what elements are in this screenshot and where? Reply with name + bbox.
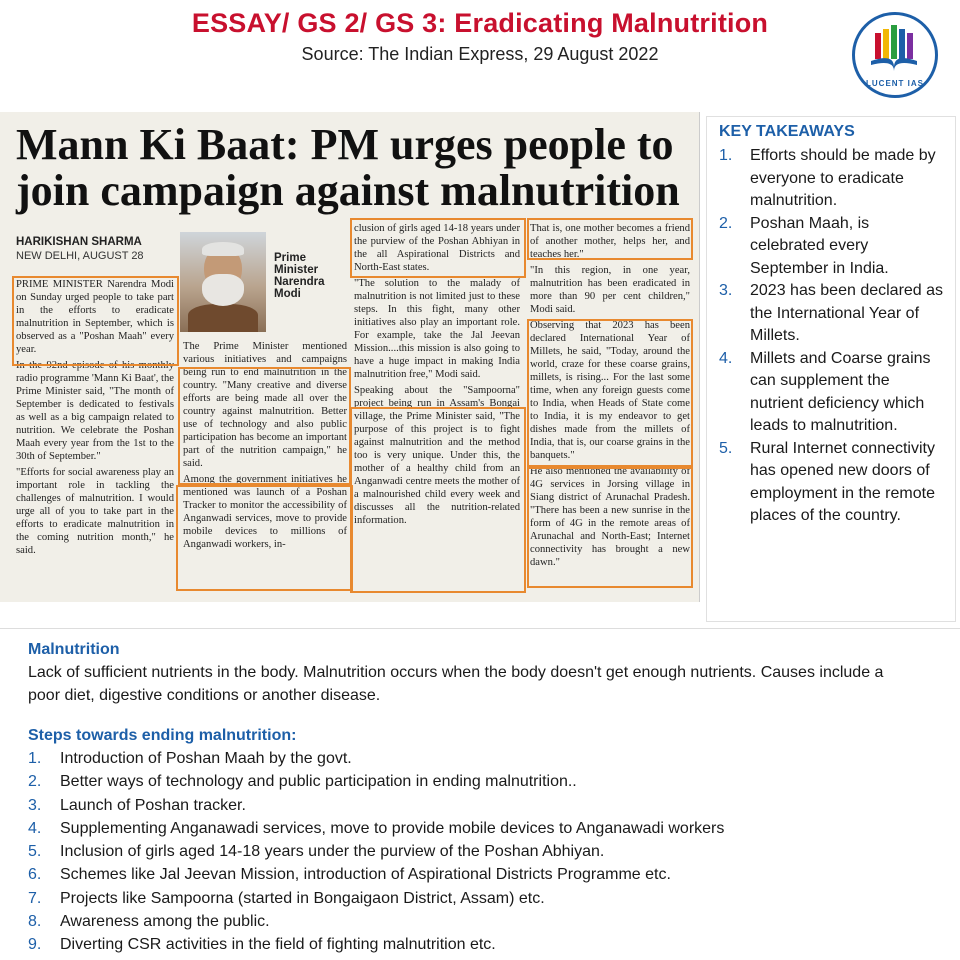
article-paragraph: Speaking about the "Sampoorna" project being run in Assam's Bongai village, the Prime Minister said, "The purpose of this project is to fight against malnutrition and the method too is very unique. Under this, the mother of a healthy child from an Anganwadi centre meets the mother of a malnourished child every week and discusses all the nutrition-related information. <box>354 385 520 526</box>
article-paragraph: The Prime Minister mentioned various initiatives and campaigns being run to end malnutrition in the country. "Many creative and diverse efforts are being made all over the country against malnutrition. Better use of technology and also public participation has become an important part of the nutrition campaign," he said. <box>183 341 347 469</box>
notes-section <box>0 628 960 960</box>
article-paragraph: "The solution to the malady of malnutrition is not limited just to these steps. In this fight, many other initiatives also play an important role. For example, take the Jal Jeevan Mission....this mission is also going to have a huge impact in making India malnutrition free," Modi said. <box>354 278 520 380</box>
list-item: 1. Efforts should be made by everyone to eradicate malnutrition. <box>719 147 936 209</box>
list-item: 1. Introduction of Poshan Maah by the govt. <box>28 750 352 767</box>
list-item: 5. Rural Internet connectivity has opened new doors of employment in the remote places of the country. <box>719 439 935 524</box>
article-paragraph: clusion of girls aged 14-18 years under the purview of the Poshan Abhiyan in the all Aspirational Districts and North-East states. <box>354 223 520 273</box>
list-item: 3. Launch of Poshan tracker. <box>28 796 246 814</box>
malnutrition-heading: Malnutrition <box>28 641 120 658</box>
logo-text: LUCENT IAS <box>866 79 924 88</box>
list-item: 2. Poshan Maah, is celebrated every September in India. <box>719 214 889 277</box>
author-name: HARIKISHAN SHARMA <box>16 236 142 248</box>
byline <box>16 236 181 262</box>
steps-list <box>28 747 932 957</box>
key-takeaways-panel <box>706 116 956 622</box>
list-item: 8. Awareness among the public. <box>28 913 270 931</box>
article-column-4 <box>530 222 690 572</box>
article-paragraph: PRIME MINISTER Narendra Modi on Sunday urged people to take part in the efforts to eradicate malnutrition in September, which is observed as a "Poshan Maah" every year. <box>16 279 174 355</box>
article-headline <box>16 122 696 214</box>
article-paragraph: "Efforts for social awareness play an important role in tackling the challenges of malnutrition. I would urge all of you to take part in the efforts to eradicate malnutrition in the coming nutrition month," he said. <box>16 467 174 556</box>
key-takeaways-heading: KEY TAKEAWAYS <box>719 123 855 140</box>
headline-line-1: Mann Ki Baat: PM urges people to <box>16 120 674 169</box>
photo-caption: Prime Minister Narendra Modi <box>274 252 325 300</box>
list-item: 5. Inclusion of girls aged 14-18 years under the purview of the Poshan Abhiyan. <box>28 843 605 861</box>
list-item: 7. Projects like Sampoorna (started in Bongaigaon District, Assam) etc. <box>28 889 545 907</box>
steps-heading: Steps towards ending malnutrition: <box>28 727 297 744</box>
key-takeaways-list <box>719 145 945 528</box>
headline-line-2: join campaign against malnutrition <box>16 166 680 215</box>
malnutrition-definition: Lack of sufficient nutrients in the body. Malnutrition occurs when the body doesn't get enough nutrients. Causes include a poor diet, digestive conditions or another disease. <box>28 664 884 704</box>
page-header <box>0 0 960 110</box>
lucent-ias-logo <box>852 12 938 98</box>
article-paragraph: In the 92nd episode of his monthly radio programme 'Mann Ki Baat', the Prime Minister said, "The month of September is dedicated to festivals as well as a big campaign related to nutrition. We celebrate the Poshan Maah every year from the 1st to the 30th of September." <box>16 360 174 462</box>
page-title: ESSAY/ GS 2/ GS 3: Eradicating Malnutrition <box>191 8 769 38</box>
article-paragraph: Among the government initiatives he mentioned was launch of a Poshan Tracker to monitor the accessibility of Anganwadi services, move to provide mobile devices to millions of Anganwadi workers, in- <box>183 474 347 550</box>
article-column-2 <box>183 340 347 554</box>
dateline: NEW DELHI, AUGUST 28 <box>16 250 144 262</box>
list-item: 6. Schemes like Jal Jeevan Mission, introduction of Aspirational Districts Programme etc. <box>28 866 671 884</box>
newspaper-clipping <box>0 112 700 602</box>
list-item: 9. Diverting CSR activities in the field of fighting malnutrition etc. <box>28 936 496 954</box>
article-paragraph: "In this region, in one year, malnutrition has been eradicated in more than 90 per cent children," Modi said. <box>530 265 690 315</box>
article-column-1 <box>16 278 174 560</box>
pm-photo <box>180 232 266 332</box>
source-line: Source: The Indian Express, 29 August 2022 <box>301 44 659 64</box>
article-paragraph: He also mentioned the availability of 4G services in Jorsing village in Siang district of Arunachal Pradesh. "There has been a new sunrise in the form of 4G in the remote areas of Arunachal and North-East; Internet connectivity has brought a new dawn." <box>530 466 690 568</box>
article-paragraph: Observing that 2023 has been declared International Year of Millets, he said, "Today, around the world, craze for these coarse grains, millets, is rising... For the last some time, when any foreign guests come to India, when Heads of State come to India, it is my endeavor to get dishes made from the millets of India, that is, our coarse grains in the banquets." <box>530 320 690 461</box>
article-paragraph: That is, one mother becomes a friend of another mother, helps her, and teaches her." <box>530 223 690 260</box>
list-item: 3. 2023 has been declared as the International Year of Millets. <box>719 282 944 344</box>
list-item: 2. Better ways of technology and public participation in ending malnutrition.. <box>28 773 577 791</box>
list-item: 4. Millets and Coarse grains can supplement the nutrient deficiency which leads to malnutrition. <box>719 349 931 434</box>
article-column-3 <box>354 222 520 530</box>
list-item: 4. Supplementing Anganawadi services, move to provide mobile devices to Anganawadi workers <box>28 819 725 837</box>
